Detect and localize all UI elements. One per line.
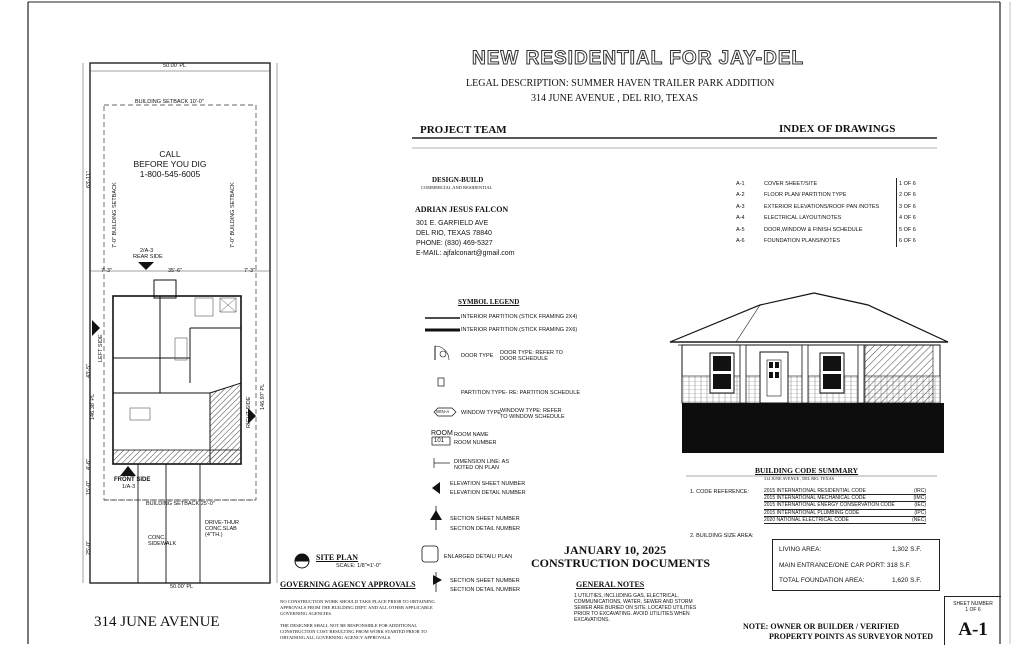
site-bottom-pl: 50.00' PL — [170, 584, 194, 590]
team-role: DESIGN-BUILD — [432, 176, 484, 184]
team-address2: DEL RIO, TEXAS 78840 — [416, 230, 492, 237]
project-title: NEW RESIDENTIAL FOR JAY-DEL — [472, 48, 805, 69]
index-page: 4 OF 6 — [897, 213, 918, 225]
code-name: 2015 INTERNATIONAL ENERGY CONSERVATION CODE — [764, 502, 895, 509]
legend-item-9: DIMENSION LINE: AS NOTED ON PLAN — [454, 459, 510, 471]
code-name: 2020 NATIONAL ELECTRICAL CODE — [764, 516, 849, 523]
index-page: 3 OF 6 — [897, 201, 918, 213]
legend-item-15: SECTION SHEET NUMBER — [450, 578, 520, 584]
project-team-heading: PROJECT TEAM — [420, 124, 507, 136]
governing-p1: NO CONSTRUCTION WORK SHOULD TAKE PLACE PRIOR TO OBTAINING APPROVALS FROM THE BUILDING DEPT. AND ALL OTHER APPLICABLE GOVERNING AGENCIES. — [280, 599, 435, 616]
index-title: ELECTRICAL LAYOUT/NOTES — [764, 215, 842, 222]
index-row — [734, 224, 918, 236]
legend-item-2: DOOR TYPE — [461, 353, 494, 359]
legend-item-7: ROOM NAME — [454, 432, 489, 438]
dim-15: 15'-0" — [86, 480, 92, 495]
index-row — [734, 236, 918, 248]
index-title: COVER SHEET/SITE — [764, 180, 818, 187]
index-page: 2 OF 6 — [897, 190, 918, 202]
general-notes-heading: GENERAL NOTES — [576, 580, 645, 589]
index-title: FOUNDATION PLANS/NOTES — [764, 238, 840, 245]
team-role-sub: COMMERCIAL AND RESIDENTIAL — [421, 185, 493, 190]
sheet-id: A-1 — [958, 619, 988, 640]
left-setback-label: 7'-0" BUILDING SETBACK — [112, 182, 118, 248]
footer-note-1: NOTE: OWNER OR BUILDER / VERIFIED — [743, 622, 900, 631]
team-contact — [416, 219, 515, 259]
sheet-of: 1 OF 6 — [965, 607, 981, 613]
team-address1: 301 E. GARFIELD AVE — [416, 220, 489, 227]
index-sheet: A-1 — [736, 180, 745, 187]
governing-heading: GOVERNING AGENCY APPROVALS — [280, 580, 416, 589]
index-table — [734, 178, 918, 247]
sheet-number-box — [944, 596, 1001, 645]
left-side-label: LEFT SIDE — [98, 334, 104, 362]
general-note-1: 1 UTILITIES, INCLUDING GAS, ELECTRICAL, COMMUNICATIONS, WATER, SEWER AND STORM SEWER ARE BURIED ON SITE. LOCATED UTILITIES PRIOR TO EXCAVATING. AVOID UTILITIES WHEN EXCAVATIONS. — [574, 593, 697, 623]
area-total-value: 1,620 S.F. — [892, 577, 922, 584]
street-label: 314 JUNE AVENUE — [94, 614, 220, 630]
legend-item-1: INTERIOR PARTITION (STICK FRAMING 2X6) — [461, 327, 578, 333]
legend-item-6: WINDOW TYPE: REFER TO WINDOW SCHEDULE — [500, 408, 565, 420]
legend-item-14: ENLARGED DETAIL/ PLAN — [444, 554, 513, 560]
dim-4: 4'-6" — [86, 459, 92, 470]
index-sheet: A-4 — [736, 215, 745, 222]
rear-side-label: REAR SIDE — [133, 254, 163, 260]
symbol-legend-heading: SYMBOL LEGEND — [458, 298, 520, 306]
index-row — [734, 190, 918, 202]
right-side-label: RIGHT SIDE — [246, 396, 252, 428]
code-row — [764, 502, 926, 509]
dim-146b: 146.97' PL — [260, 383, 266, 410]
footer-note-2: PROPERTY POINTS AS SURVEYOR NOTED — [769, 632, 934, 641]
legend-item-5: WINDOW TYPE — [461, 410, 501, 416]
index-title: EXTERIOR ELEVATIONS/ROOF PAN /NOTES — [764, 203, 880, 210]
code-summary-heading: BUILDING CODE SUMMARY — [755, 466, 859, 475]
legend-item-4: PARTITION TYPE- RE: PARTITION SCHEDULE — [461, 390, 580, 396]
index-sheet: A-2 — [736, 192, 745, 199]
site-plan-north-icon — [292, 551, 312, 571]
site-setback-bottom: BUILDING SETBACK 25'-0" — [146, 501, 215, 507]
governing-p2: THE DESIGNER SHALL NOT BE RESPONSIBLE FOR ADDITIONAL CONSTRUCTION COST RESULTING FROM WORK STARTED PRIOR TO OBTAINING ALL GOVERNING AGENCY APPROVALS. — [280, 623, 427, 640]
legend-item-10: ELEVATION SHEET NUMBER — [450, 481, 526, 487]
sheet-number-label: SHEET NUMBER — [953, 601, 993, 607]
index-row — [734, 201, 918, 213]
legend-room-label: ROOM — [431, 430, 453, 437]
site-plan-scale: SCALE: 1/8"=1'-0" — [336, 563, 381, 569]
legend-item-13: SECTION DETAIL NUMBER — [450, 526, 520, 532]
building-area-label: 2. BUILDING SIZE AREA: — [690, 533, 754, 539]
code-row — [764, 517, 926, 524]
team-email: E-MAIL: ajfalconart@gmail.com — [416, 250, 515, 257]
code-summary-sub: 314 JUNE AVENUE , DEL RIO, TEXAS — [764, 476, 834, 481]
dim-63: 63'-11" — [86, 171, 92, 188]
legend-item-3: DOOR TYPE: REFER TO DOOR SCHEDULE — [500, 350, 563, 362]
legend-item-0: INTERIOR PARTITION (STICK FRAMING 2X4) — [461, 314, 578, 320]
address-line: 314 JUNE AVENUE , DEL RIO, TEXAS — [531, 93, 699, 104]
index-title: FLOOR PLAN/ PARTITION TYPE — [764, 192, 847, 199]
legend-room-num: 101 — [434, 438, 445, 444]
code-abbr: (IRC) — [914, 488, 926, 494]
index-sheet: A-5 — [736, 226, 745, 233]
dim-35: 35'-6" — [168, 268, 183, 274]
legend-item-11: ELEVATION DETAIL NUMBER — [450, 490, 526, 496]
area-box — [772, 539, 940, 591]
front-ref: 1/A-3 — [122, 484, 136, 490]
sidewalk-label: CONC. SIDEWALK — [148, 535, 177, 547]
code-abbr: (IEC) — [914, 502, 926, 509]
index-row — [734, 178, 918, 190]
index-title: DOOR,WINDOW & FINISH SCHEDULE — [764, 226, 863, 233]
team-phone: PHONE: (830) 469-5327 — [416, 240, 493, 247]
call-before-dig — [120, 149, 220, 179]
rear-ref: 2/A-3 — [140, 248, 154, 254]
call-line-2: BEFORE YOU DIG — [133, 159, 207, 169]
site-plan-title: SITE PLAN — [316, 553, 359, 562]
index-heading: INDEX OF DRAWINGS — [779, 123, 896, 135]
site-plan-drawing — [80, 58, 280, 598]
code-list — [764, 488, 926, 524]
index-page: 1 OF 6 — [897, 178, 918, 190]
call-line-1: CALL — [159, 149, 181, 159]
dim-7a: 7'-3" — [101, 268, 112, 274]
area-carport-label: MAIN ENTRANCE/ONE CAR PORT: 318 S.F. — [779, 562, 911, 569]
front-elevation-drawing — [668, 290, 953, 455]
code-row — [764, 510, 926, 517]
code-name: 2015 INTERNATIONAL RESIDENTIAL CODE — [764, 488, 866, 494]
legend-item-8: ROOM NUMBER — [454, 440, 497, 446]
code-abbr: (IMC) — [913, 495, 926, 502]
legend-window-tag: WIN-A — [436, 409, 450, 414]
code-name: 2015 INTERNATIONAL MECHANICAL CODE — [764, 495, 866, 502]
legal-description: LEGAL DESCRIPTION: SUMMER HAVEN TRAILER PARK ADDITION — [466, 78, 775, 89]
call-line-3: 1-800-545-6005 — [139, 169, 201, 179]
dim-43: 43'-5" — [86, 363, 92, 378]
area-living-value: 1,302 S.F. — [892, 546, 922, 553]
index-sheet: A-6 — [736, 238, 745, 245]
code-reference-label: 1. CODE REFERENCE: — [690, 489, 749, 495]
legend-item-16: SECTION DETAIL NUMBER — [450, 587, 520, 593]
index-page: 6 OF 6 — [897, 236, 918, 248]
right-setback-label: 7'-0" BUILDING SETBACK — [230, 182, 236, 248]
dim-146a: 146.38' PL — [90, 393, 96, 420]
front-side-label: FRONT SIDE — [114, 477, 151, 483]
code-row — [764, 495, 926, 502]
code-abbr: (NEC) — [912, 516, 926, 523]
code-abbr: (IPC) — [914, 509, 926, 516]
area-total-label: TOTAL FOUNDATION AREA: — [779, 577, 865, 584]
dim-7b: 7'-3" — [244, 268, 255, 274]
team-name: ADRIAN JESUS FALCON — [415, 205, 509, 214]
area-living-label: LIVING AREA: — [779, 546, 822, 553]
site-setback-top: BUILDING SETBACK 10'-0" — [135, 99, 204, 105]
doc-type: CONSTRUCTION DOCUMENTS — [531, 556, 711, 570]
legend-item-12: SECTION SHEET NUMBER — [450, 516, 520, 522]
doc-date: JANUARY 10, 2025 — [564, 543, 667, 557]
dim-25: 25'-0" — [86, 540, 92, 555]
code-name: 2015 INTERNATIONAL PLUMBING CODE — [764, 509, 860, 516]
index-sheet: A-3 — [736, 203, 745, 210]
code-row — [764, 488, 926, 495]
index-row — [734, 213, 918, 225]
drive-label: DRIVE-THUR CONC.SLAB (4"TH.) — [205, 520, 239, 538]
site-top-pl: 50.00' PL — [163, 63, 187, 69]
index-page: 5 OF 6 — [897, 224, 918, 236]
